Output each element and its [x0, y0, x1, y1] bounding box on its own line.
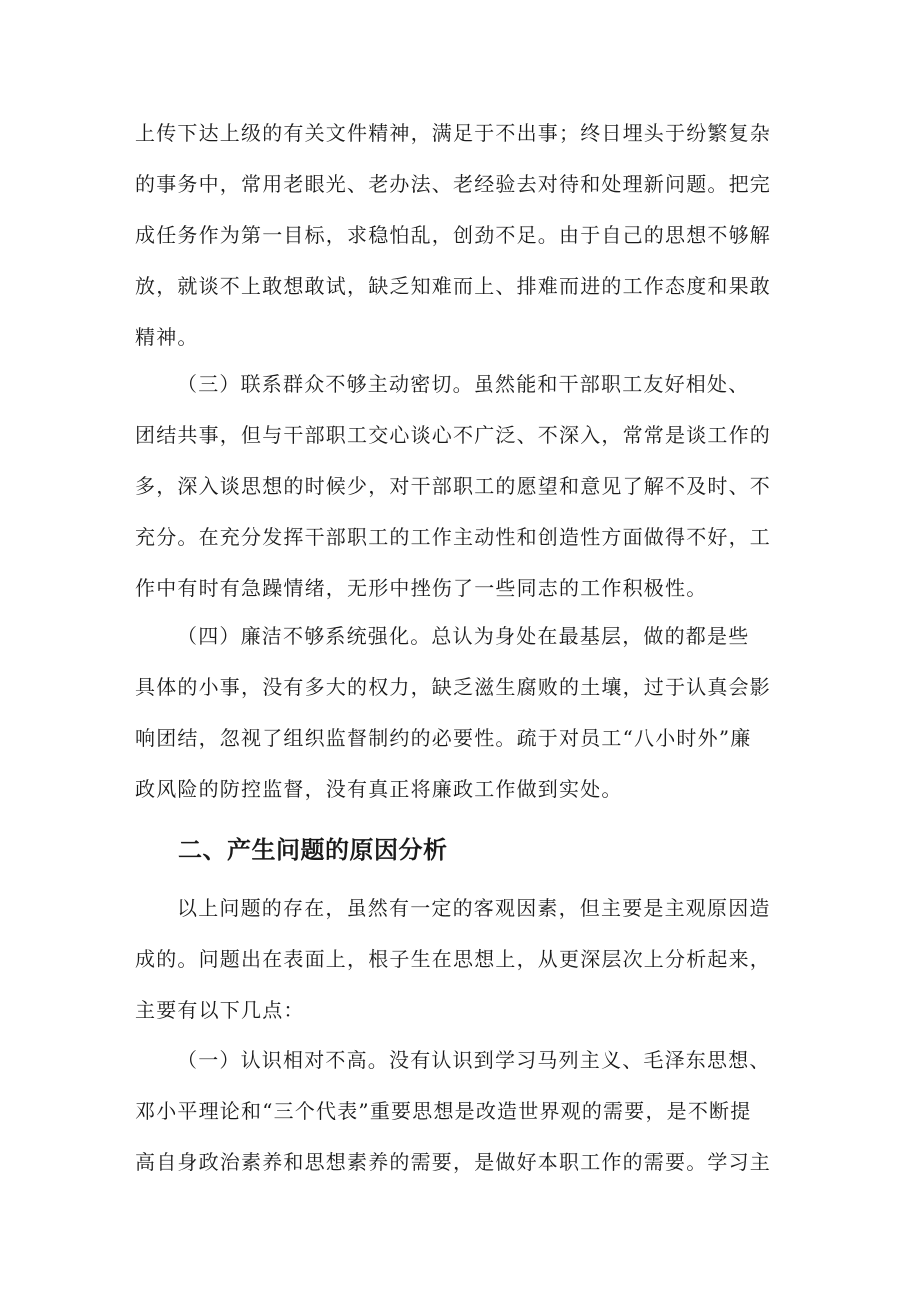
text-line: 主要有以下几点： [135, 998, 305, 1022]
text-line: 以上问题的存在，虽然有一定的客观因素，但主要是主观原因造 [177, 896, 771, 920]
text-line: 的事务中，常用老眼光、老办法、老经验去对待和处理新问题。把完 [135, 172, 771, 196]
text-line: 响团结，忽视了组织监督制约的必要性。疏于对员工“八小时外”廉 [135, 726, 752, 750]
text-line: 团结共事，但与干部职工交心谈心不广泛、不深入，常常是谈工作的 [135, 423, 771, 447]
text-line: 政风险的防控监督，没有真正将廉政工作做到实处。 [135, 777, 623, 801]
text-line: 放，就谈不上敢想敢试，缺乏知难而上、排难而进的工作态度和果敢 [135, 274, 771, 298]
text-line: （三）联系群众不够主动密切。虽然能和干部职工友好相处、 [177, 372, 750, 396]
text-line: 具体的小事，没有多大的权力，缺乏滋生腐败的土壤，过于认真会影 [135, 675, 771, 699]
text-line: 作中有时有急躁情绪，无形中挫伤了一些同志的工作积极性。 [135, 576, 708, 600]
text-line: 成任务作为第一目标，求稳怕乱，创劲不足。由于自己的思想不够解 [135, 223, 771, 247]
text-line: 成的。问题出在表面上，根子生在思想上，从更深层次上分析起来， [135, 947, 771, 971]
paragraph-continuation [135, 108, 795, 363]
paragraph-item-1 [135, 1035, 795, 1188]
text-line: （四）廉洁不够系统强化。总认为身处在最基层，做的都是些 [177, 624, 750, 648]
text-line: 邓小平理论和“三个代表”重要思想是改造世界观的需要，是不断提 [135, 1099, 752, 1123]
text-line: 多，深入谈思想的时候少，对干部职工的愿望和意见了解不及时、不 [135, 474, 771, 498]
text-line: （一）认识相对不高。没有认识到学习马列主义、毛泽东思想、 [177, 1048, 771, 1072]
text-line: 上传下达上级的有关文件精神，满足于不出事；终日埋头于纷繁复杂 [135, 121, 771, 145]
section-heading: 二、产生问题的原因分析 [178, 836, 448, 864]
paragraph-item-3 [135, 359, 795, 614]
paragraph-section-intro [135, 883, 795, 1036]
text-line: 充分。在充分发挥干部职工的工作主动性和创造性方面做得不好，工 [135, 525, 771, 549]
text-line: 高自身政治素养和思想素养的需要，是做好本职工作的需要。学习主 [135, 1150, 771, 1174]
paragraph-item-4 [135, 611, 795, 815]
text-line: 精神。 [135, 325, 199, 349]
